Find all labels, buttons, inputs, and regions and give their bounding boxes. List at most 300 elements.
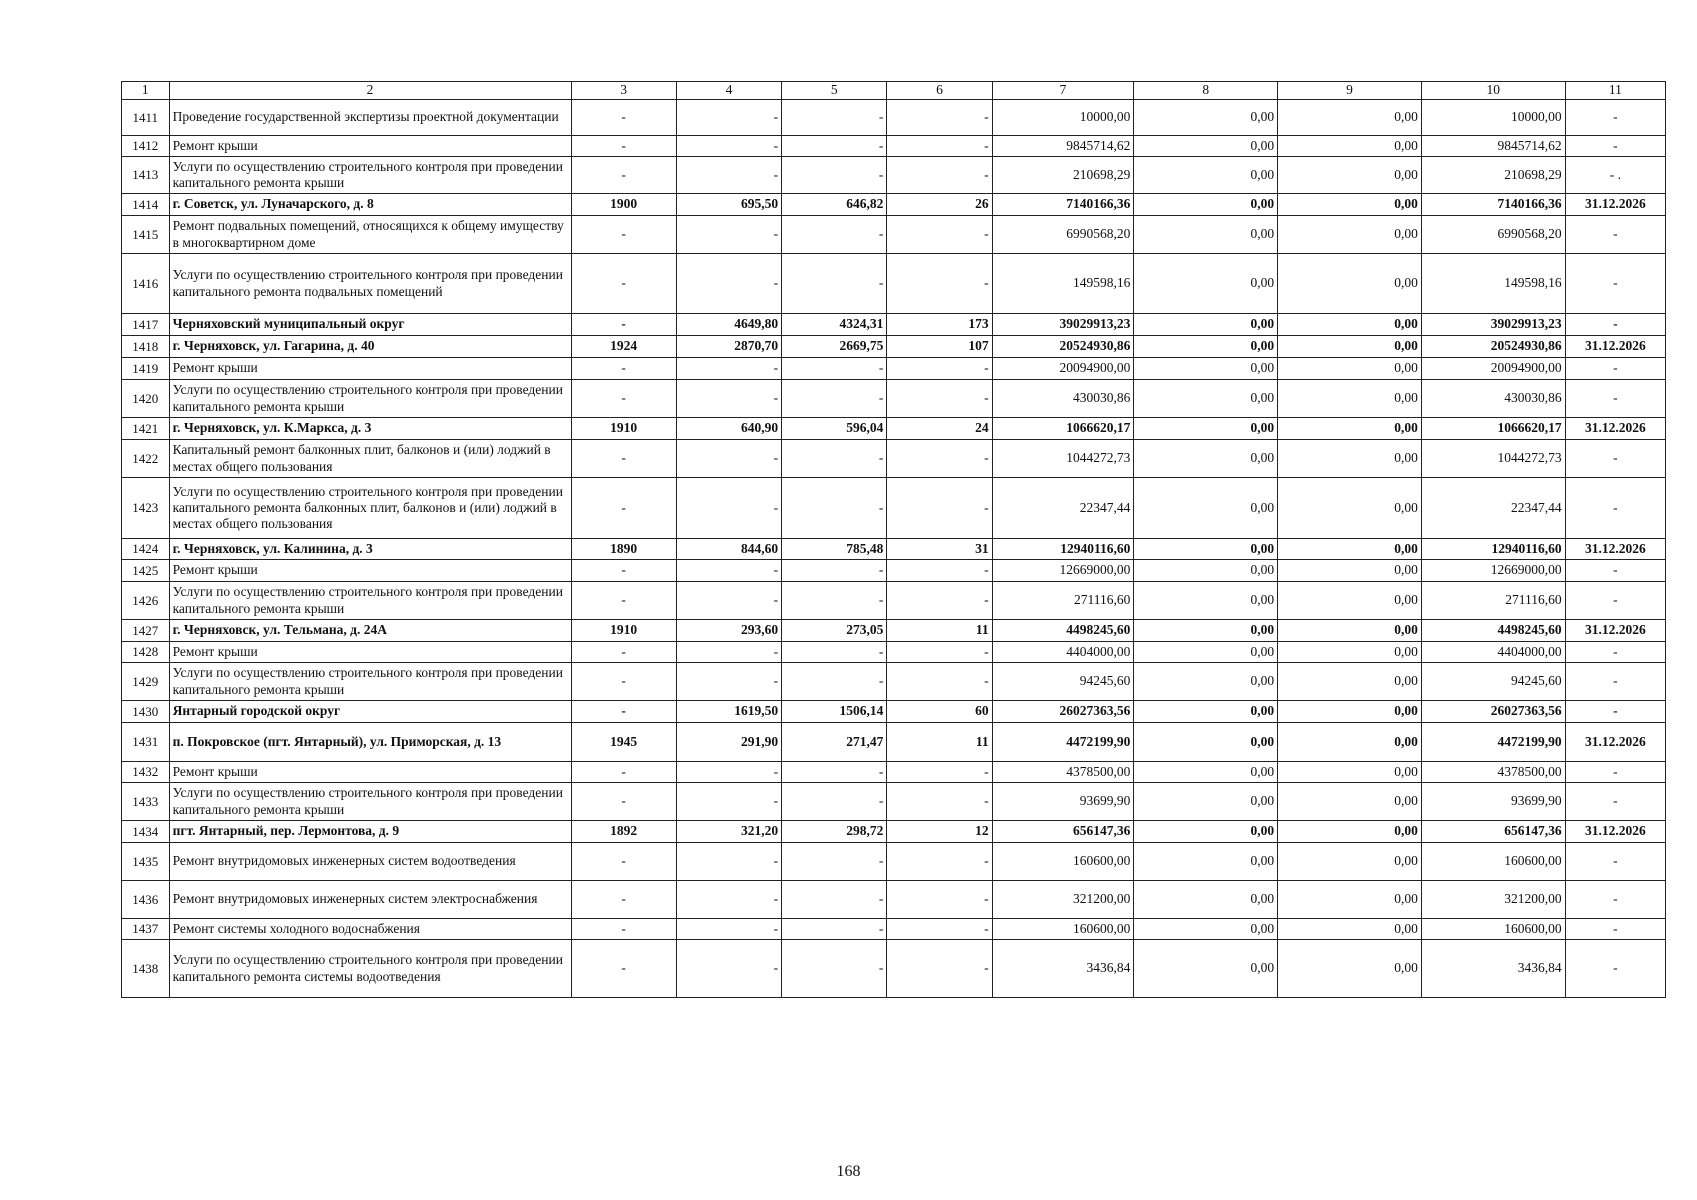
item-name-cell: Проведение государственной экспертизы проектной документации xyxy=(169,100,571,136)
budget-cost-cell: 0,00 xyxy=(1278,136,1422,157)
year-cell: - xyxy=(571,881,676,919)
row-number-cell: 1420 xyxy=(122,380,170,418)
deadline-cell: 31.12.2026 xyxy=(1565,821,1665,843)
deadline-cell: - xyxy=(1565,314,1665,336)
table-row xyxy=(122,919,1666,940)
owners-cost-cell: 430030,86 xyxy=(1421,380,1565,418)
row-number-cell: 1424 xyxy=(122,539,170,560)
row-number-cell: 1430 xyxy=(122,701,170,723)
residents-cell: - xyxy=(887,642,992,663)
row-number-cell: 1422 xyxy=(122,440,170,478)
deadline-cell: - xyxy=(1565,136,1665,157)
column-header: 8 xyxy=(1134,82,1278,100)
deadline-cell: - xyxy=(1565,358,1665,380)
area-cell: - xyxy=(676,358,781,380)
fund-cost-cell: 0,00 xyxy=(1134,843,1278,881)
budget-cost-cell: 0,00 xyxy=(1278,314,1422,336)
area-cell: - xyxy=(676,582,781,620)
column-header: 3 xyxy=(571,82,676,100)
item-name-cell: Ремонт крыши xyxy=(169,358,571,380)
living-area-cell: 1506,14 xyxy=(782,701,887,723)
residents-cell: - xyxy=(887,560,992,582)
row-number-cell: 1411 xyxy=(122,100,170,136)
item-name-cell: Капитальный ремонт балконных плит, балконов и (или) лоджий в местах общего пользования xyxy=(169,440,571,478)
budget-cost-cell: 0,00 xyxy=(1278,418,1422,440)
budget-cost-cell: 0,00 xyxy=(1278,380,1422,418)
item-name-cell: пгт. Янтарный, пер. Лермонтова, д. 9 xyxy=(169,821,571,843)
owners-cost-cell: 22347,44 xyxy=(1421,478,1565,539)
year-cell: - xyxy=(571,663,676,701)
area-cell: - xyxy=(676,440,781,478)
fund-cost-cell: 0,00 xyxy=(1134,663,1278,701)
row-number-cell: 1435 xyxy=(122,843,170,881)
budget-cost-cell: 0,00 xyxy=(1278,783,1422,821)
budget-cost-cell: 0,00 xyxy=(1278,336,1422,358)
table-row xyxy=(122,723,1666,762)
living-area-cell: - xyxy=(782,642,887,663)
total-cost-cell: 20094900,00 xyxy=(992,358,1134,380)
living-area-cell: 273,05 xyxy=(782,620,887,642)
residents-cell: - xyxy=(887,254,992,314)
fund-cost-cell: 0,00 xyxy=(1134,194,1278,216)
item-name-cell: Ремонт крыши xyxy=(169,136,571,157)
table-row xyxy=(122,843,1666,881)
fund-cost-cell: 0,00 xyxy=(1134,314,1278,336)
fund-cost-cell: 0,00 xyxy=(1134,380,1278,418)
table-row xyxy=(122,358,1666,380)
row-number-cell: 1415 xyxy=(122,216,170,254)
budget-cost-cell: 0,00 xyxy=(1278,663,1422,701)
deadline-cell: - xyxy=(1565,560,1665,582)
year-cell: - xyxy=(571,919,676,940)
table-row xyxy=(122,380,1666,418)
row-number-cell: 1428 xyxy=(122,642,170,663)
table-row xyxy=(122,620,1666,642)
column-header: 2 xyxy=(169,82,571,100)
row-number-cell: 1413 xyxy=(122,157,170,194)
item-name-cell: Ремонт подвальных помещений, относящихся к общему имуществу в многоквартирном доме xyxy=(169,216,571,254)
total-cost-cell: 321200,00 xyxy=(992,881,1134,919)
deadline-cell: - xyxy=(1565,100,1665,136)
living-area-cell: - xyxy=(782,216,887,254)
year-cell: 1910 xyxy=(571,620,676,642)
living-area-cell: - xyxy=(782,919,887,940)
owners-cost-cell: 20524930,86 xyxy=(1421,336,1565,358)
residents-cell: - xyxy=(887,136,992,157)
area-cell: - xyxy=(676,157,781,194)
column-header: 7 xyxy=(992,82,1134,100)
owners-cost-cell: 1044272,73 xyxy=(1421,440,1565,478)
table-row xyxy=(122,254,1666,314)
residents-cell: 26 xyxy=(887,194,992,216)
owners-cost-cell: 12940116,60 xyxy=(1421,539,1565,560)
budget-cost-cell: 0,00 xyxy=(1278,843,1422,881)
table-row xyxy=(122,701,1666,723)
budget-cost-cell: 0,00 xyxy=(1278,642,1422,663)
column-number-row xyxy=(122,82,1666,100)
row-number-cell: 1414 xyxy=(122,194,170,216)
row-number-cell: 1434 xyxy=(122,821,170,843)
item-name-cell: Услуги по осуществлению строительного контроля при проведении капитального ремонта подвальных помещений xyxy=(169,254,571,314)
table-row xyxy=(122,216,1666,254)
living-area-cell: - xyxy=(782,380,887,418)
fund-cost-cell: 0,00 xyxy=(1134,418,1278,440)
area-cell: 321,20 xyxy=(676,821,781,843)
area-cell: - xyxy=(676,380,781,418)
item-name-cell: Ремонт внутридомовых инженерных систем водоотведения xyxy=(169,843,571,881)
living-area-cell: 646,82 xyxy=(782,194,887,216)
residents-cell: 11 xyxy=(887,620,992,642)
total-cost-cell: 430030,86 xyxy=(992,380,1134,418)
area-cell: - xyxy=(676,881,781,919)
fund-cost-cell: 0,00 xyxy=(1134,560,1278,582)
year-cell: - xyxy=(571,642,676,663)
total-cost-cell: 12669000,00 xyxy=(992,560,1134,582)
deadline-cell: 31.12.2026 xyxy=(1565,539,1665,560)
table-row xyxy=(122,783,1666,821)
row-number-cell: 1417 xyxy=(122,314,170,336)
area-cell: - xyxy=(676,478,781,539)
deadline-cell: - xyxy=(1565,380,1665,418)
living-area-cell: - xyxy=(782,762,887,783)
budget-cost-cell: 0,00 xyxy=(1278,762,1422,783)
row-number-cell: 1437 xyxy=(122,919,170,940)
residents-cell: 12 xyxy=(887,821,992,843)
page-number: 168 xyxy=(836,1163,861,1180)
fund-cost-cell: 0,00 xyxy=(1134,919,1278,940)
total-cost-cell: 10000,00 xyxy=(992,100,1134,136)
table-row xyxy=(122,642,1666,663)
deadline-cell: - xyxy=(1565,254,1665,314)
year-cell: - xyxy=(571,701,676,723)
deadline-cell: 31.12.2026 xyxy=(1565,620,1665,642)
table-row xyxy=(122,336,1666,358)
fund-cost-cell: 0,00 xyxy=(1134,157,1278,194)
total-cost-cell: 4498245,60 xyxy=(992,620,1134,642)
residents-cell: 60 xyxy=(887,701,992,723)
owners-cost-cell: 12669000,00 xyxy=(1421,560,1565,582)
table-row xyxy=(122,940,1666,998)
living-area-cell: 2669,75 xyxy=(782,336,887,358)
column-header: 6 xyxy=(887,82,992,100)
total-cost-cell: 210698,29 xyxy=(992,157,1134,194)
year-cell: - xyxy=(571,100,676,136)
area-cell: - xyxy=(676,560,781,582)
owners-cost-cell: 93699,90 xyxy=(1421,783,1565,821)
area-cell: - xyxy=(676,254,781,314)
residents-cell: - xyxy=(887,663,992,701)
fund-cost-cell: 0,00 xyxy=(1134,440,1278,478)
budget-cost-cell: 0,00 xyxy=(1278,100,1422,136)
living-area-cell: - xyxy=(782,881,887,919)
item-name-cell: Янтарный городской округ xyxy=(169,701,571,723)
column-header: 11 xyxy=(1565,82,1665,100)
table-row xyxy=(122,440,1666,478)
table-row xyxy=(122,881,1666,919)
total-cost-cell: 26027363,56 xyxy=(992,701,1134,723)
residents-cell: - xyxy=(887,783,992,821)
total-cost-cell: 4472199,90 xyxy=(992,723,1134,762)
year-cell: - xyxy=(571,254,676,314)
living-area-cell: - xyxy=(782,136,887,157)
residents-cell: 173 xyxy=(887,314,992,336)
year-cell: - xyxy=(571,440,676,478)
residents-cell: 107 xyxy=(887,336,992,358)
area-cell: - xyxy=(676,783,781,821)
year-cell: - xyxy=(571,582,676,620)
residents-cell: - xyxy=(887,582,992,620)
fund-cost-cell: 0,00 xyxy=(1134,881,1278,919)
table-row xyxy=(122,136,1666,157)
deadline-cell: 31.12.2026 xyxy=(1565,194,1665,216)
deadline-cell: - xyxy=(1565,582,1665,620)
row-number-cell: 1433 xyxy=(122,783,170,821)
budget-cost-cell: 0,00 xyxy=(1278,478,1422,539)
item-name-cell: Черняховский муниципальный округ xyxy=(169,314,571,336)
row-number-cell: 1438 xyxy=(122,940,170,998)
year-cell: 1910 xyxy=(571,418,676,440)
total-cost-cell: 160600,00 xyxy=(992,843,1134,881)
total-cost-cell: 1066620,17 xyxy=(992,418,1134,440)
year-cell: - xyxy=(571,560,676,582)
budget-cost-cell: 0,00 xyxy=(1278,620,1422,642)
item-name-cell: Услуги по осуществлению строительного контроля при проведении капитального ремонта крыши xyxy=(169,663,571,701)
owners-cost-cell: 26027363,56 xyxy=(1421,701,1565,723)
table-row xyxy=(122,418,1666,440)
budget-cost-cell: 0,00 xyxy=(1278,881,1422,919)
area-cell: - xyxy=(676,940,781,998)
total-cost-cell: 93699,90 xyxy=(992,783,1134,821)
row-number-cell: 1425 xyxy=(122,560,170,582)
residents-cell: 31 xyxy=(887,539,992,560)
living-area-cell: 271,47 xyxy=(782,723,887,762)
fund-cost-cell: 0,00 xyxy=(1134,620,1278,642)
owners-cost-cell: 321200,00 xyxy=(1421,881,1565,919)
residents-cell: - xyxy=(887,881,992,919)
living-area-cell: - xyxy=(782,478,887,539)
deadline-cell: 31.12.2026 xyxy=(1565,723,1665,762)
fund-cost-cell: 0,00 xyxy=(1134,216,1278,254)
column-header: 1 xyxy=(122,82,170,100)
item-name-cell: Ремонт крыши xyxy=(169,642,571,663)
item-name-cell: Услуги по осуществлению строительного контроля при проведении капитального ремонта балконных плит, балконов и (или) лоджий в местах общего пользования xyxy=(169,478,571,539)
item-name-cell: Услуги по осуществлению строительного контроля при проведении капитального ремонта крыши xyxy=(169,380,571,418)
row-number-cell: 1436 xyxy=(122,881,170,919)
total-cost-cell: 9845714,62 xyxy=(992,136,1134,157)
owners-cost-cell: 4472199,90 xyxy=(1421,723,1565,762)
deadline-cell: - xyxy=(1565,762,1665,783)
owners-cost-cell: 10000,00 xyxy=(1421,100,1565,136)
fund-cost-cell: 0,00 xyxy=(1134,539,1278,560)
owners-cost-cell: 1066620,17 xyxy=(1421,418,1565,440)
item-name-cell: Ремонт внутридомовых инженерных систем электроснабжения xyxy=(169,881,571,919)
area-cell: 1619,50 xyxy=(676,701,781,723)
budget-cost-cell: 0,00 xyxy=(1278,701,1422,723)
fund-cost-cell: 0,00 xyxy=(1134,723,1278,762)
table-row xyxy=(122,560,1666,582)
owners-cost-cell: 39029913,23 xyxy=(1421,314,1565,336)
deadline-cell: - xyxy=(1565,701,1665,723)
deadline-cell: 31.12.2026 xyxy=(1565,418,1665,440)
year-cell: - xyxy=(571,783,676,821)
row-number-cell: 1423 xyxy=(122,478,170,539)
year-cell: - xyxy=(571,136,676,157)
table-row xyxy=(122,762,1666,783)
budget-cost-cell: 0,00 xyxy=(1278,940,1422,998)
living-area-cell: - xyxy=(782,100,887,136)
budget-cost-cell: 0,00 xyxy=(1278,216,1422,254)
budget-cost-cell: 0,00 xyxy=(1278,723,1422,762)
year-cell: 1890 xyxy=(571,539,676,560)
table-row xyxy=(122,663,1666,701)
item-name-cell: Услуги по осуществлению строительного контроля при проведении капитального ремонта крыши xyxy=(169,783,571,821)
residents-cell: - xyxy=(887,216,992,254)
owners-cost-cell: 149598,16 xyxy=(1421,254,1565,314)
row-number-cell: 1412 xyxy=(122,136,170,157)
living-area-cell: - xyxy=(782,358,887,380)
fund-cost-cell: 0,00 xyxy=(1134,762,1278,783)
area-cell: - xyxy=(676,919,781,940)
owners-cost-cell: 94245,60 xyxy=(1421,663,1565,701)
row-number-cell: 1419 xyxy=(122,358,170,380)
owners-cost-cell: 3436,84 xyxy=(1421,940,1565,998)
fund-cost-cell: 0,00 xyxy=(1134,136,1278,157)
item-name-cell: г. Черняховск, ул. Тельмана, д. 24А xyxy=(169,620,571,642)
owners-cost-cell: 7140166,36 xyxy=(1421,194,1565,216)
fund-cost-cell: 0,00 xyxy=(1134,642,1278,663)
living-area-cell: - xyxy=(782,254,887,314)
fund-cost-cell: 0,00 xyxy=(1134,478,1278,539)
year-cell: - xyxy=(571,216,676,254)
total-cost-cell: 271116,60 xyxy=(992,582,1134,620)
year-cell: 1924 xyxy=(571,336,676,358)
row-number-cell: 1416 xyxy=(122,254,170,314)
year-cell: - xyxy=(571,314,676,336)
area-cell: - xyxy=(676,136,781,157)
budget-cost-cell: 0,00 xyxy=(1278,821,1422,843)
living-area-cell: 4324,31 xyxy=(782,314,887,336)
fund-cost-cell: 0,00 xyxy=(1134,701,1278,723)
living-area-cell: - xyxy=(782,940,887,998)
area-cell: 2870,70 xyxy=(676,336,781,358)
column-header: 9 xyxy=(1278,82,1422,100)
owners-cost-cell: 6990568,20 xyxy=(1421,216,1565,254)
table-row xyxy=(122,157,1666,194)
item-name-cell: п. Покровское (пгт. Янтарный), ул. Приморская, д. 13 xyxy=(169,723,571,762)
residents-cell: - xyxy=(887,843,992,881)
year-cell: - xyxy=(571,843,676,881)
year-cell: 1900 xyxy=(571,194,676,216)
budget-cost-cell: 0,00 xyxy=(1278,194,1422,216)
total-cost-cell: 160600,00 xyxy=(992,919,1134,940)
row-number-cell: 1431 xyxy=(122,723,170,762)
area-cell: 291,90 xyxy=(676,723,781,762)
fund-cost-cell: 0,00 xyxy=(1134,254,1278,314)
area-cell: 695,50 xyxy=(676,194,781,216)
owners-cost-cell: 4378500,00 xyxy=(1421,762,1565,783)
column-header: 4 xyxy=(676,82,781,100)
column-header: 5 xyxy=(782,82,887,100)
table-body xyxy=(122,100,1666,998)
table-row xyxy=(122,539,1666,560)
year-cell: - xyxy=(571,358,676,380)
area-cell: 293,60 xyxy=(676,620,781,642)
owners-cost-cell: 160600,00 xyxy=(1421,919,1565,940)
deadline-cell: 31.12.2026 xyxy=(1565,336,1665,358)
total-cost-cell: 149598,16 xyxy=(992,254,1134,314)
owners-cost-cell: 4404000,00 xyxy=(1421,642,1565,663)
area-cell: - xyxy=(676,762,781,783)
living-area-cell: - xyxy=(782,783,887,821)
budget-cost-cell: 0,00 xyxy=(1278,919,1422,940)
residents-cell: - xyxy=(887,358,992,380)
year-cell: 1945 xyxy=(571,723,676,762)
deadline-cell: - xyxy=(1565,642,1665,663)
living-area-cell: - xyxy=(782,157,887,194)
owners-cost-cell: 160600,00 xyxy=(1421,843,1565,881)
total-cost-cell: 39029913,23 xyxy=(992,314,1134,336)
row-number-cell: 1426 xyxy=(122,582,170,620)
item-name-cell: Ремонт крыши xyxy=(169,762,571,783)
deadline-cell: - xyxy=(1565,216,1665,254)
residents-cell: 24 xyxy=(887,418,992,440)
fund-cost-cell: 0,00 xyxy=(1134,940,1278,998)
item-name-cell: Услуги по осуществлению строительного контроля при проведении капитального ремонта крыши xyxy=(169,157,571,194)
living-area-cell: 298,72 xyxy=(782,821,887,843)
living-area-cell: - xyxy=(782,843,887,881)
deadline-cell: - xyxy=(1565,940,1665,998)
residents-cell: - xyxy=(887,940,992,998)
area-cell: - xyxy=(676,642,781,663)
item-name-cell: г. Черняховск, ул. К.Маркса, д. 3 xyxy=(169,418,571,440)
area-cell: 4649,80 xyxy=(676,314,781,336)
area-cell: - xyxy=(676,663,781,701)
area-cell: 844,60 xyxy=(676,539,781,560)
living-area-cell: 596,04 xyxy=(782,418,887,440)
year-cell: - xyxy=(571,157,676,194)
owners-cost-cell: 20094900,00 xyxy=(1421,358,1565,380)
item-name-cell: г. Черняховск, ул. Калинина, д. 3 xyxy=(169,539,571,560)
owners-cost-cell: 9845714,62 xyxy=(1421,136,1565,157)
table-row xyxy=(122,314,1666,336)
item-name-cell: Услуги по осуществлению строительного контроля при проведении капитального ремонта крыши xyxy=(169,582,571,620)
fund-cost-cell: 0,00 xyxy=(1134,582,1278,620)
item-name-cell: Ремонт системы холодного водоснабжения xyxy=(169,919,571,940)
deadline-cell: - xyxy=(1565,843,1665,881)
owners-cost-cell: 210698,29 xyxy=(1421,157,1565,194)
budget-cost-cell: 0,00 xyxy=(1278,560,1422,582)
item-name-cell: Ремонт крыши xyxy=(169,560,571,582)
budget-cost-cell: 0,00 xyxy=(1278,157,1422,194)
budget-table xyxy=(121,81,1666,998)
table-row xyxy=(122,194,1666,216)
deadline-cell: - xyxy=(1565,663,1665,701)
budget-cost-cell: 0,00 xyxy=(1278,254,1422,314)
table-row xyxy=(122,100,1666,136)
table-row xyxy=(122,478,1666,539)
total-cost-cell: 12940116,60 xyxy=(992,539,1134,560)
residents-cell: - xyxy=(887,100,992,136)
area-cell: - xyxy=(676,100,781,136)
row-number-cell: 1427 xyxy=(122,620,170,642)
residents-cell: - xyxy=(887,478,992,539)
deadline-cell: - xyxy=(1565,478,1665,539)
row-number-cell: 1432 xyxy=(122,762,170,783)
item-name-cell: г. Черняховск, ул. Гагарина, д. 40 xyxy=(169,336,571,358)
total-cost-cell: 4378500,00 xyxy=(992,762,1134,783)
owners-cost-cell: 656147,36 xyxy=(1421,821,1565,843)
fund-cost-cell: 0,00 xyxy=(1134,358,1278,380)
